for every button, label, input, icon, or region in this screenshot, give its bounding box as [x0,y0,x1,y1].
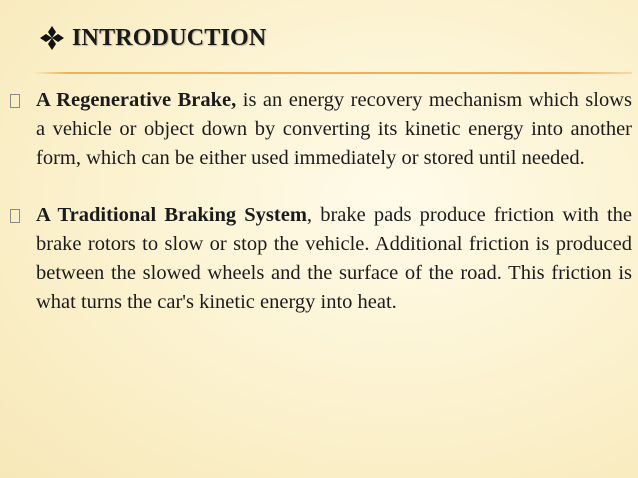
bullet-list [0,86,638,317]
bullet-item-traditional-braking [0,201,638,317]
four-diamond-icon [38,24,66,52]
title-row [38,20,266,56]
bullet-lead: A Traditional Braking System [36,204,307,226]
title-divider [32,72,632,74]
bullet-text: , brake pads produce friction with the brake rotors to slow or stop the vehicle. Additional friction is produced between the slowed wheels and the surface of the road. This friction is what turns the car's kinetic energy into heat. [36,204,632,313]
box-bullet-icon [10,209,20,223]
bullet-item-regenerative-brake [0,86,638,173]
bullet-text: is an energy recovery mechanism which slows a vehicle or object down by converting its kinetic energy into another form, which can be either used immediately or stored until needed. [36,89,633,169]
bullet-lead: A Regenerative Brake, [36,89,237,111]
slide-title: INTRODUCTION [72,24,267,51]
box-bullet-icon [10,94,20,108]
